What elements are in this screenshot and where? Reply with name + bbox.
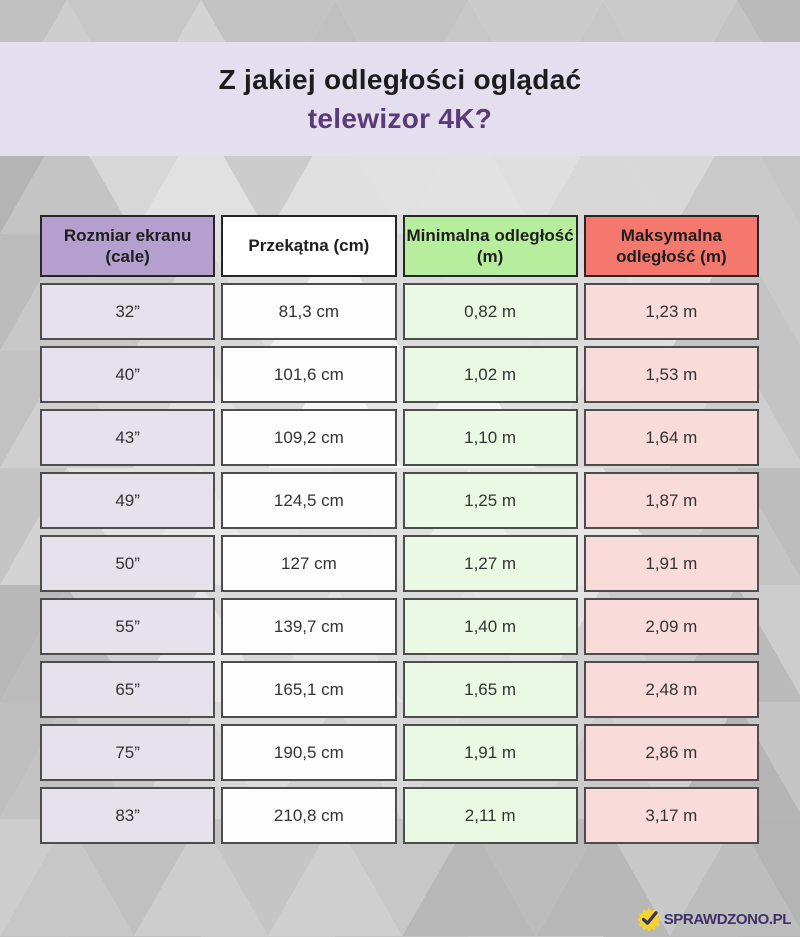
table-cell: 1,02 m — [403, 346, 578, 403]
title-banner — [0, 42, 800, 156]
table-cell: 109,2 cm — [221, 409, 396, 466]
table-cell: 210,8 cm — [221, 787, 396, 844]
table-cell: 2,86 m — [584, 724, 759, 781]
table-cell: 81,3 cm — [221, 283, 396, 340]
table-cell: 83” — [40, 787, 215, 844]
table-cell: 1,64 m — [584, 409, 759, 466]
header-cell-0: Rozmiar ekranu (cale) — [40, 215, 215, 277]
table-cell: 1,23 m — [584, 283, 759, 340]
table-cell: 1,53 m — [584, 346, 759, 403]
table-cell: 165,1 cm — [221, 661, 396, 718]
table-cell: 43” — [40, 409, 215, 466]
table-cell: 55” — [40, 598, 215, 655]
table-cell: 139,7 cm — [221, 598, 396, 655]
table-cell: 190,5 cm — [221, 724, 396, 781]
header-cell-3: Maksymalna odległość (m) — [584, 215, 759, 277]
table-cell: 101,6 cm — [221, 346, 396, 403]
page-title: Z jakiej odległości oglądać — [218, 63, 582, 95]
table-cell: 0,82 m — [403, 283, 578, 340]
check-badge-icon — [637, 908, 661, 931]
table-cell: 1,91 m — [403, 724, 578, 781]
table-cell: 1,40 m — [403, 598, 578, 655]
brand-logo — [637, 908, 791, 931]
brand-name: SPRAWDZONO.PL — [663, 911, 791, 928]
table-cell: 1,87 m — [584, 472, 759, 529]
table-cell: 75” — [40, 724, 215, 781]
header-cell-2: Minimalna odległość (m) — [403, 215, 578, 277]
table-cell: 1,27 m — [403, 535, 578, 592]
page-subtitle: telewizor 4K? — [307, 103, 493, 134]
table-cell: 1,91 m — [584, 535, 759, 592]
table-cell: 40” — [40, 346, 215, 403]
table-cell: 1,10 m — [403, 409, 578, 466]
tv-distance-table — [40, 215, 759, 844]
header-cell-1: Przekątna (cm) — [221, 215, 396, 277]
table-cell: 2,11 m — [403, 787, 578, 844]
table-cell: 2,09 m — [584, 598, 759, 655]
table-cell: 32” — [40, 283, 215, 340]
table-cell: 127 cm — [221, 535, 396, 592]
table-cell: 124,5 cm — [221, 472, 396, 529]
table-cell: 49” — [40, 472, 215, 529]
table-cell: 65” — [40, 661, 215, 718]
table-cell: 3,17 m — [584, 787, 759, 844]
table-cell: 50” — [40, 535, 215, 592]
table-cell: 1,65 m — [403, 661, 578, 718]
table-cell: 1,25 m — [403, 472, 578, 529]
table-cell: 2,48 m — [584, 661, 759, 718]
